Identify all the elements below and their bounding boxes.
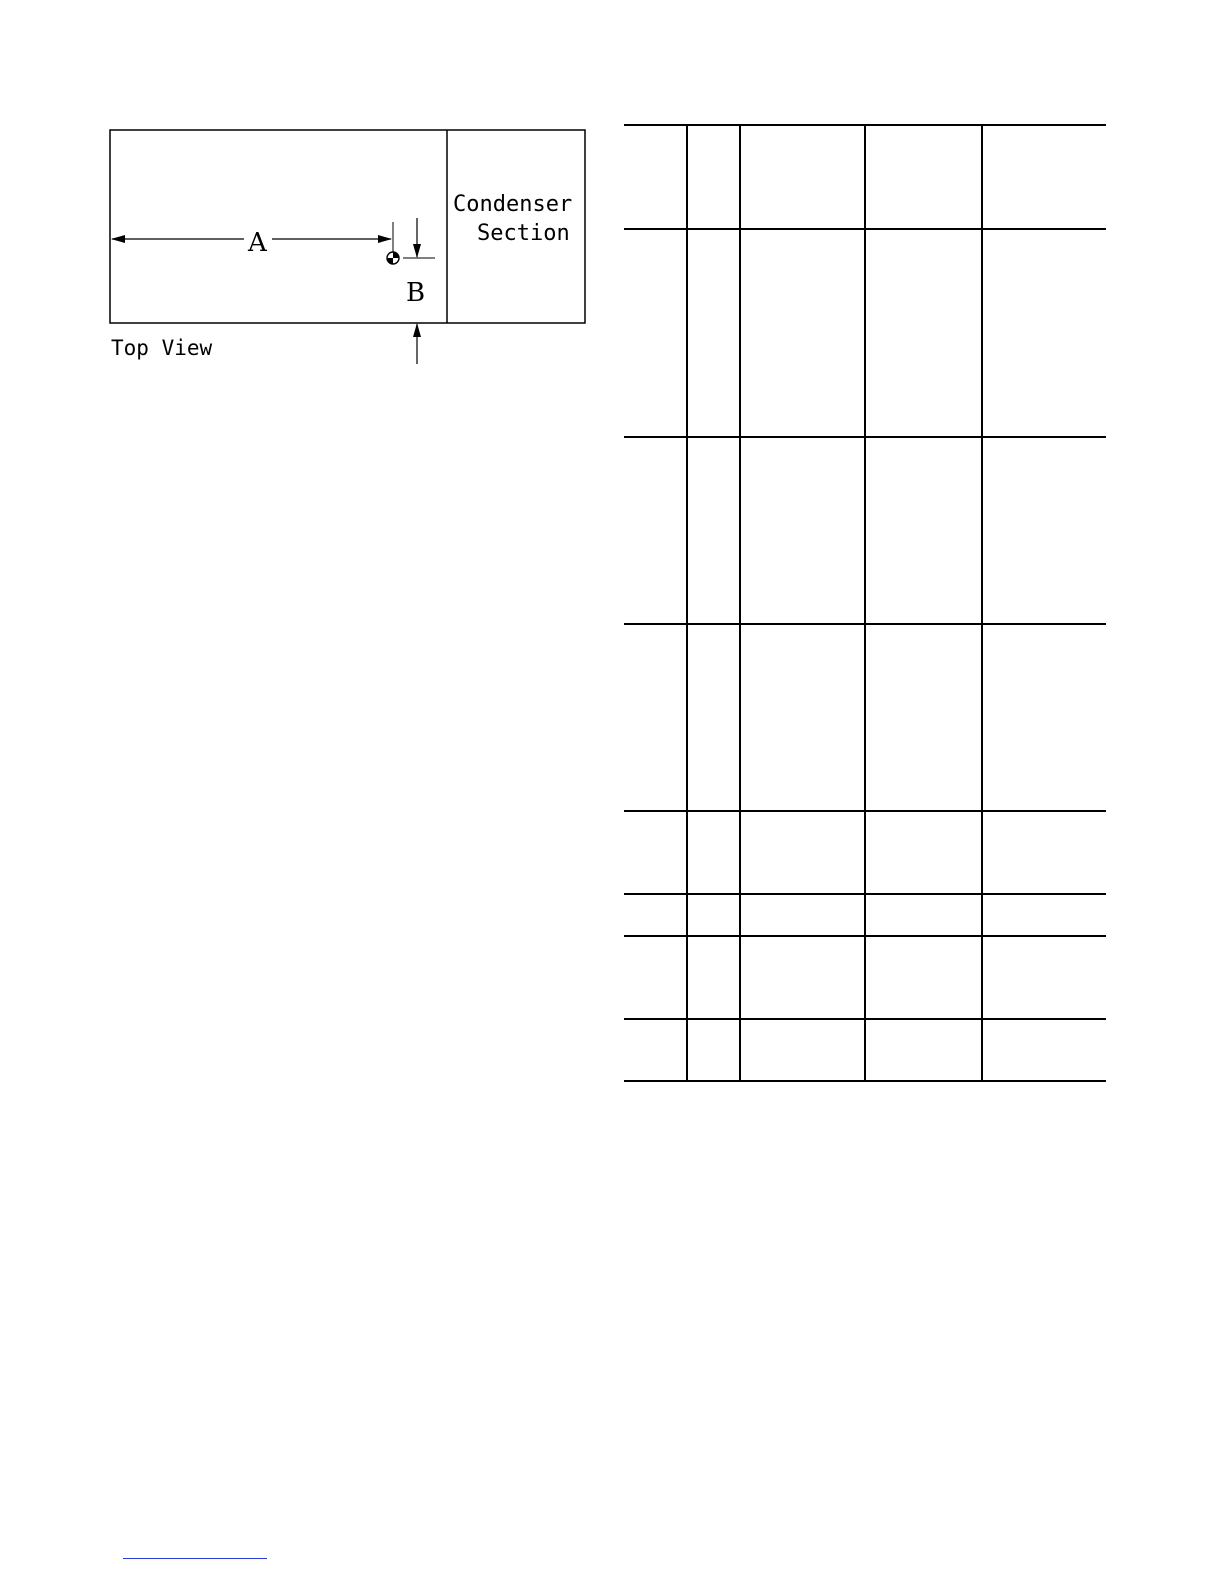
data-table bbox=[624, 125, 1106, 1081]
diagram-labels bbox=[111, 192, 572, 360]
view-caption: Top View bbox=[111, 336, 213, 360]
top-view-diagram bbox=[110, 130, 585, 364]
dimension-a-label: A bbox=[248, 228, 267, 258]
dimension-b-label: B bbox=[406, 278, 426, 308]
center-of-gravity-icon bbox=[387, 252, 399, 264]
condenser-label-line2: Section bbox=[477, 221, 570, 246]
footnote-rule bbox=[123, 1558, 267, 1559]
condenser-label-line1: Condenser bbox=[453, 192, 573, 217]
